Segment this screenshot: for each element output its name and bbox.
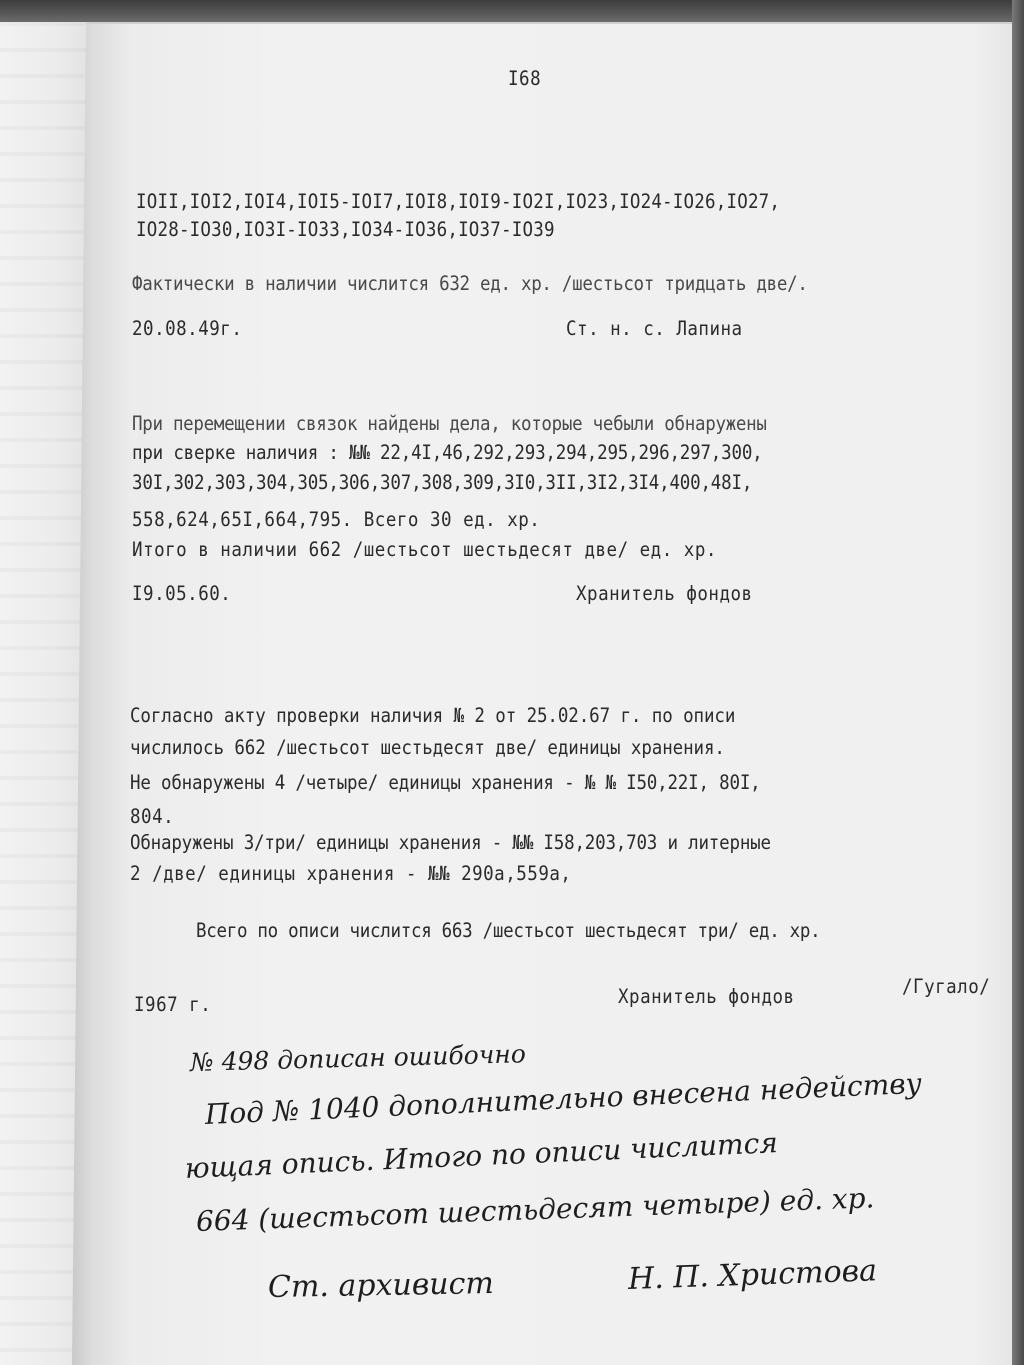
found-cases-line-3: 30I,302,303,304,305,306,307,308,309,3I0,3II,3I2,3I4,400,48I, — [132, 472, 753, 495]
found-cases-line-4: 558,624,65I,664,795. Всего 30 ед. хр. — [132, 509, 541, 532]
audit-act-line-2: числилось 662 /шестьсот шестьдесят две/ единицы хранения. — [130, 737, 725, 760]
date-1949: 20.08.49г. — [132, 318, 243, 341]
item-numbers-line-2: IO28-IO30,IO3I-IO33,IO34-IO36,IO37-IO39 — [136, 219, 555, 242]
handwritten-note-498: № 498 дописан ошибочно — [189, 1039, 527, 1077]
audit-act-line-3: Не обнаружены 4 /четыре/ единицы хранения - № № I50,22I, 80I, — [130, 772, 761, 795]
desk-edge-right — [1012, 0, 1024, 1365]
signatory-keeper-1967: Хранитель фондов — [618, 986, 795, 1009]
signatory-lapina: Ст. н. с. Лапина — [566, 318, 743, 341]
found-cases-line-2: при сверке наличия : №№ 22,4I,46,292,293,294,295,296,297,300, — [132, 442, 763, 465]
handwritten-signature-title: Ст. архивист — [267, 1266, 495, 1305]
signatory-keeper-1960: Хранитель фондов — [576, 583, 753, 606]
page-number: I68 — [508, 68, 542, 91]
date-1960: I9.05.60. — [132, 583, 232, 606]
audit-act-line-6: 2 /две/ единицы хранения - №№ 290а,559а, — [130, 863, 572, 886]
year-1967: I967 г. — [134, 994, 212, 1017]
found-cases-line-1: При перемещении связок найдены дела, которые чебыли обнаружены — [132, 413, 767, 436]
actual-count-statement: Фактически в наличии числится 632 ед. хр. /шестьсот тридцать две/. — [132, 273, 808, 296]
audit-act-line-5: Обнаружены 3/три/ единицы хранения - №№ I58,203,703 и литерные — [130, 832, 771, 855]
inventory-total-663: Всего по описи числится 663 /шестьсот шестьдесят три/ ед. хр. — [196, 920, 821, 943]
item-numbers-line-1: IOII,IOI2,IOI4,IOI5-IOI7,IOI8,IOI9-IO2I,IO23,IO24-IO26,IO27, — [136, 191, 781, 214]
handwritten-note-1040-line-2: ющая опись. Итого по описи числится — [184, 1126, 779, 1185]
audit-act-line-4: 804. — [130, 806, 175, 829]
desk-edge-top — [0, 0, 1024, 22]
signatory-gugalo: /Гугало/ — [902, 976, 991, 999]
handwritten-signature-name: Н. П. Христова — [627, 1253, 878, 1297]
total-in-stock-662: Итого в наличии 662 /шестьсот шестьдесят две/ ед. хр. — [132, 539, 717, 562]
audit-act-line-1: Согласно акту проверки наличия № 2 от 25.02.67 г. по описи — [130, 705, 736, 728]
handwritten-note-1040-line-3: 664 (шестьсот шестьдесят четыре) ед. хр. — [195, 1181, 875, 1238]
handwritten-note-1040-line-1: Под № 1040 дополнительно внесена недейству — [204, 1066, 923, 1131]
